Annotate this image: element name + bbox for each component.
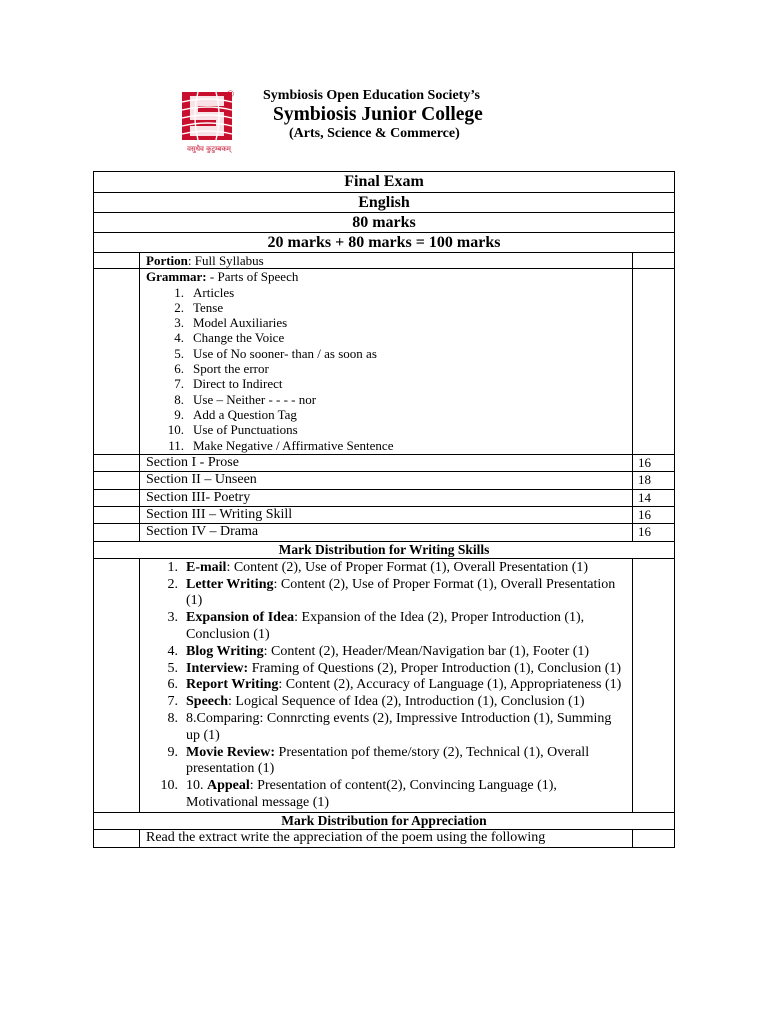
item-number: 7.	[167, 694, 178, 710]
empty-cell	[94, 269, 140, 455]
item-number: 6.	[167, 677, 178, 693]
item-title: Speech	[186, 694, 228, 710]
item-number: 7.	[174, 376, 184, 392]
writing-skills-cell	[140, 558, 633, 812]
section-row	[94, 472, 675, 489]
item-text: Use of Punctuations	[193, 422, 298, 438]
writing-skill-item	[140, 661, 632, 678]
item-criteria: Framing of Questions (2), Proper Introduction (1), Conclusion (1)	[248, 660, 622, 676]
item-criteria: : Content (2), Use of Proper Format (1), Overall Presentation (1)	[226, 559, 589, 575]
item-number: 1.	[167, 559, 178, 575]
exam-total-marks: 20 marks + 80 marks = 100 marks	[94, 233, 675, 253]
writing-skills-list	[140, 560, 632, 812]
organization-name: Symbiosis Open Education Society’s	[263, 88, 480, 103]
appreciation-heading: Mark Distribution for Appreciation	[94, 812, 675, 829]
writing-skill-item	[140, 778, 632, 812]
grammar-topic-item	[146, 392, 632, 407]
empty-cell	[94, 524, 140, 541]
registered-mark: ®	[226, 90, 235, 100]
item-number: 5.	[167, 660, 178, 676]
portion-value: : Full Syllabus	[187, 253, 264, 268]
grammar-topic-item	[146, 407, 632, 422]
writing-skill-item	[140, 610, 632, 644]
item-criteria: 8.Comparing: Connrcting events (2), Impressive Introduction (1), Summing up (1)	[186, 711, 612, 743]
item-number: 2.	[167, 576, 178, 592]
item-title: Interview:	[186, 660, 249, 676]
grammar-topic-item	[146, 300, 632, 315]
section-name: Section III – Writing Skill	[140, 507, 633, 524]
grammar-topic-item	[146, 346, 632, 361]
item-number: 8.	[167, 711, 178, 727]
writing-skill-item	[140, 711, 632, 745]
item-number: 8.	[174, 391, 184, 407]
grammar-topic-item	[146, 330, 632, 345]
item-number: 10.	[167, 422, 184, 438]
section-row	[94, 454, 675, 471]
item-title: Report Writing	[186, 677, 279, 693]
item-number: 4.	[167, 643, 178, 659]
writing-skill-item	[140, 745, 632, 779]
item-text: Use of No sooner- than / as soon as	[193, 345, 377, 361]
item-text: Direct to Indirect	[193, 376, 283, 392]
empty-cell	[94, 472, 140, 489]
item-number: 11.	[168, 437, 184, 453]
item-text: Tense	[193, 299, 224, 315]
item-title: Movie Review:	[186, 744, 276, 760]
writing-skill-item	[140, 694, 632, 711]
empty-cell	[94, 454, 140, 471]
grammar-topic-item	[146, 361, 632, 376]
college-streams: (Arts, Science & Commerce)	[289, 126, 460, 141]
logo-motto: वसुधैव कुटुम्बकम्	[187, 145, 231, 153]
item-criteria: : Logical Sequence of Idea (2), Introduction (1), Conclusion (1)	[228, 694, 585, 710]
exam-marks: 80 marks	[94, 213, 675, 233]
writing-skill-item	[140, 560, 632, 577]
item-title: Blog Writing	[186, 643, 264, 659]
item-number: 2.	[174, 299, 184, 315]
item-number: 5.	[174, 345, 184, 361]
document-header	[0, 0, 768, 170]
exam-syllabus-table	[93, 171, 675, 848]
item-title: Letter Writing	[186, 576, 274, 592]
item-number: 4.	[174, 330, 184, 346]
item-number: 3.	[174, 315, 184, 331]
section-row	[94, 524, 675, 541]
section-marks: 16	[632, 524, 674, 541]
item-text: Sport the error	[193, 361, 269, 377]
item-text: Articles	[193, 284, 235, 300]
grammar-topic-item	[146, 376, 632, 391]
section-row	[94, 489, 675, 506]
section-marks: 14	[632, 489, 674, 506]
writing-skills-heading: Mark Distribution for Writing Skills	[94, 541, 675, 558]
section-marks: 16	[632, 454, 674, 471]
empty-marks-cell	[632, 829, 674, 847]
item-criteria: : Expansion of the Idea (2), Proper Introduction (1), Conclusion (1)	[186, 610, 585, 643]
appreciation-text: Read the extract write the appreciation of the poem using the following	[140, 829, 633, 847]
item-criteria: : Content (2), Use of Proper Format (1), Overall Presentation (1)	[186, 576, 616, 609]
item-text: Change the Voice	[193, 330, 285, 346]
item-criteria: : Content (2), Header/Mean/Navigation bar (1), Footer (1)	[263, 643, 590, 659]
section-name: Section I - Prose	[140, 454, 633, 471]
item-number: 6.	[174, 361, 184, 377]
empty-cell	[94, 489, 140, 506]
item-criteria: : Presentation of content(2), Convincing Language (1), Motivational message (1)	[186, 778, 557, 811]
empty-marks-cell	[632, 253, 674, 269]
empty-cell	[94, 507, 140, 524]
empty-marks-cell	[632, 558, 674, 812]
grammar-label: Grammar:	[146, 269, 207, 285]
grammar-topic-item	[146, 422, 632, 437]
item-number: 3.	[167, 610, 178, 626]
college-name: Symbiosis Junior College	[273, 104, 483, 125]
item-text: Use – Neither - - - - nor	[193, 391, 317, 407]
section-name: Section II – Unseen	[140, 472, 633, 489]
item-text: Model Auxiliaries	[193, 315, 288, 331]
item-prefix: 10.	[186, 778, 207, 794]
section-name: Section IV – Drama	[140, 524, 633, 541]
item-text: Add a Question Tag	[193, 406, 297, 422]
empty-cell	[94, 829, 140, 847]
item-number: 10.	[160, 778, 178, 794]
section-name: Section III- Poetry	[140, 489, 633, 506]
section-marks: 18	[632, 472, 674, 489]
item-title: Expansion of Idea	[186, 610, 295, 626]
item-title: Appeal	[207, 778, 250, 794]
empty-cell	[94, 253, 140, 269]
grammar-cell	[140, 269, 633, 455]
writing-skill-item	[140, 577, 632, 611]
item-criteria: Presentation pof theme/story (2), Technical (1), Overall presentation (1)	[186, 744, 590, 777]
empty-cell	[94, 558, 140, 812]
item-criteria: : Content (2), Accuracy of Language (1), Appropriateness (1)	[278, 677, 622, 693]
grammar-value: - Parts of Speech	[206, 269, 299, 285]
empty-marks-cell	[632, 269, 674, 455]
grammar-topic-item	[146, 315, 632, 330]
portion-row	[140, 253, 633, 269]
grammar-topic-item	[146, 285, 632, 300]
item-text: Make Negative / Affirmative Sentence	[193, 437, 394, 453]
item-number: 1.	[174, 284, 184, 300]
section-row	[94, 507, 675, 524]
grammar-topics-list	[146, 285, 632, 453]
portion-label: Portion	[146, 253, 188, 268]
item-title: E-mail	[186, 559, 227, 575]
writing-skill-item	[140, 677, 632, 694]
exam-title: Final Exam	[94, 172, 675, 193]
section-marks: 16	[632, 507, 674, 524]
item-number: 9.	[174, 406, 184, 422]
grammar-topic-item	[146, 438, 632, 453]
writing-skill-item	[140, 644, 632, 661]
exam-subject: English	[94, 193, 675, 213]
item-number: 9.	[167, 744, 178, 760]
